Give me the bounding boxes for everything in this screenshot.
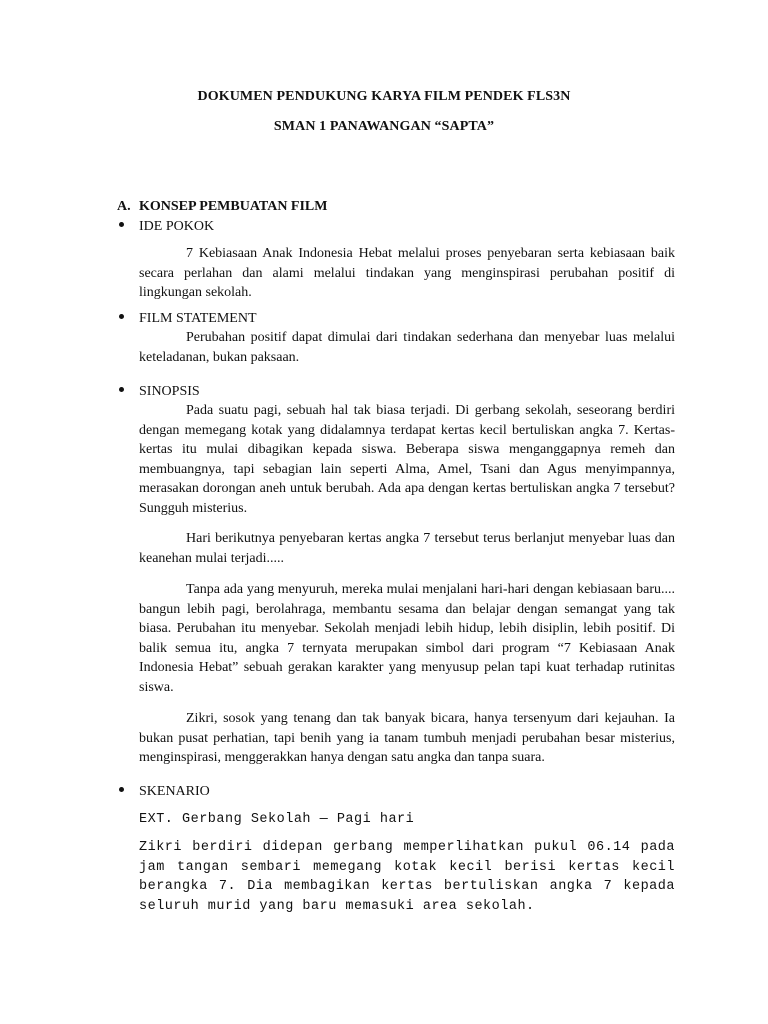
ide-pokok-text: 7 Kebiasaan Anak Indonesia Hebat melalui proses penyebaran serta kebiasaan baik secara perlahan dan alami melalui tindakan yang menginspirasi perubahan positif di lingkungan sekolah. xyxy=(139,246,675,300)
film-statement-text: Perubahan positif dapat dimulai dari tindakan sederhana dan menyebar luas melalui keteladanan, bukan paksaan. xyxy=(139,330,675,365)
sinopsis-paragraph: Hari berikutnya penyebaran kertas angka 7 tersebut terus berlanjut menyebar luas dan keanehan mulai terjadi..... xyxy=(139,531,675,566)
sinopsis-paragraph: Pada suatu pagi, sebuah hal tak biasa terjadi. Di gerbang sekolah, seseorang berdiri dengan memegang kotak yang didalamnya terdapat kertas kecil bertuliskan angka 7. Kertas-kertas itu mulai dibagikan kepada siswa. Beberapa siswa menganggapnya remeh dan membuangnya, tapi sebagian lain seperti Alma, Amel, Tsani dan Agus menyimpannya, merasakan dorongan aneh untuk berubah. Ada apa dengan kertas bertuliskan angka 7 tersebut? Sungguh misterius. xyxy=(139,403,675,516)
skenario-label: SKENARIO xyxy=(139,784,210,799)
sinopsis-paragraph: Tanpa ada yang menyuruh, mereka mulai menjalani hari-hari dengan kebiasaan baru.... bangun lebih pagi, berolahraga, membantu sesama dan belajar dengan semangat yang tak biasa. Perubahan itu menyebar. Sekolah menjadi lebih hidup, lebih disiplin, lebih positif. Di balik semua itu, angka 7 ternyata merupakan simbol dari program “7 Kebiasaan Anak Indonesia Hebat” sebuah gerakan karakter yang menyusup pelan tapi kuat terhadap rutinitas siswa. xyxy=(139,582,675,695)
ide-pokok-label: IDE POKOK xyxy=(139,219,215,234)
bullet-dot-icon xyxy=(119,787,124,792)
film-statement-label: FILM STATEMENT xyxy=(139,311,257,326)
section-a-title: KONSEP PEMBUATAN FILM xyxy=(139,199,328,214)
sinopsis-label: SINOPSIS xyxy=(139,384,200,399)
bullet-dot-icon xyxy=(119,314,124,319)
document-subtitle: SMAN 1 PANAWANGAN “SAPTA” xyxy=(273,119,495,134)
document-title: DOKUMEN PENDUKUNG KARYA FILM PENDEK FLS3N xyxy=(197,89,571,104)
bullet-sinopsis xyxy=(117,384,200,400)
scene-heading: EXT. Gerbang Sekolah — Pagi hari xyxy=(139,812,415,827)
scene-action: Zikri berdiri didepan gerbang memperlihatkan pukul 06.14 pada jam tangan sembari memegang kotak kecil berisi kertas kecil berangka 7. Dia membagikan kertas bertuliskan angka 7 kepada seluruh murid yang baru memasuki area sekolah. xyxy=(139,840,675,914)
bullet-ide-pokok xyxy=(117,219,214,235)
bullet-dot-icon xyxy=(119,387,124,392)
section-a-letter: A. xyxy=(117,199,131,214)
bullet-skenario xyxy=(117,784,210,800)
section-a-heading xyxy=(117,199,328,215)
sinopsis-paragraph: Zikri, sosok yang tenang dan tak banyak bicara, hanya tersenyum dari kejauhan. Ia bukan pusat perhatian, tapi benih yang ia tanam tumbuh menjadi perubahan besar misterius, menginspirasi, menggerakkan hanya dengan satu angka dan tanpa suara. xyxy=(139,711,675,765)
bullet-dot-icon xyxy=(119,222,124,227)
bullet-film-statement xyxy=(117,311,257,327)
